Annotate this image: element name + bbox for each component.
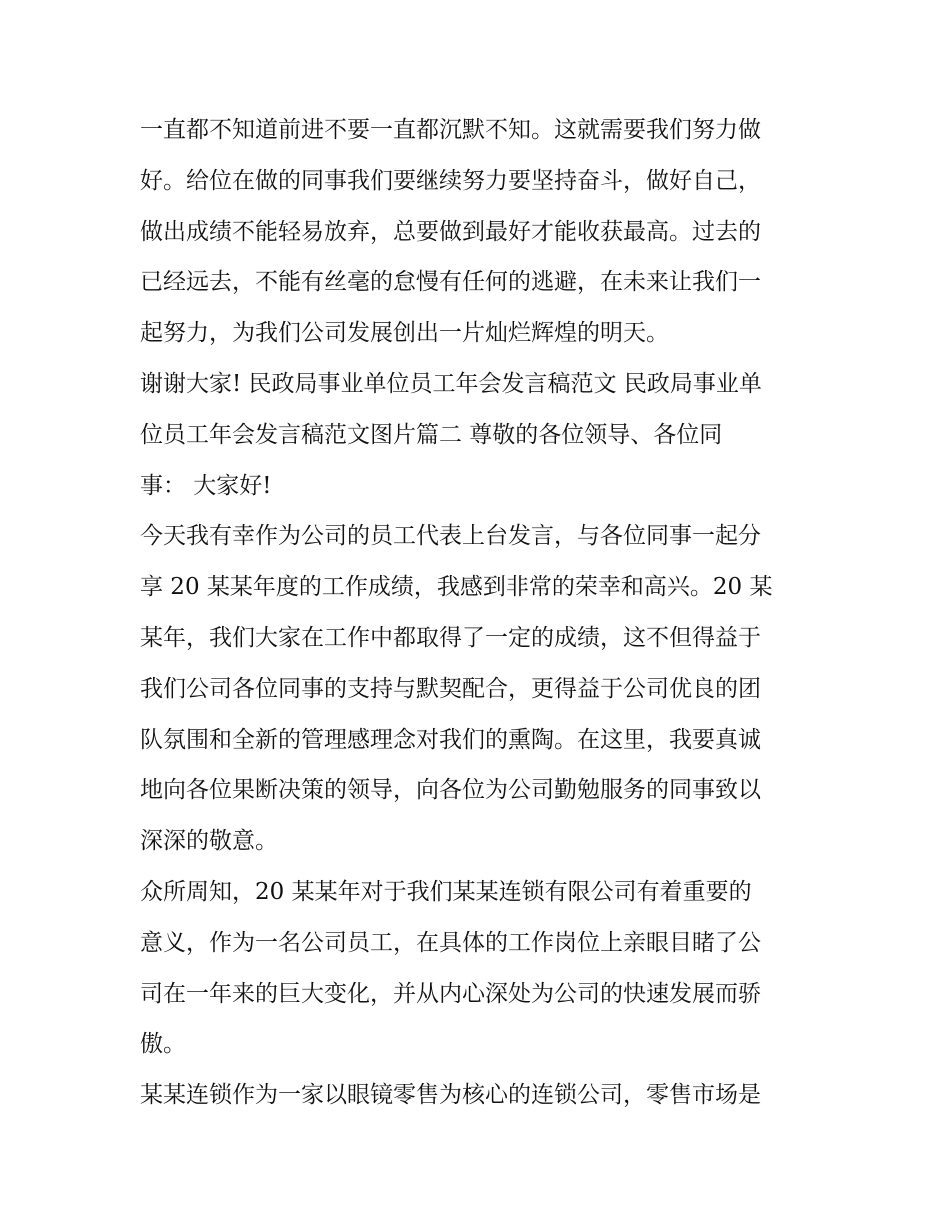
- text-line: 位员工年会发言稿范文图片篇二 尊敬的各位领导、各位同: [140, 421, 723, 448]
- text-line: 好。给位在做的同事我们要继续努力要坚持奋斗，做好自己，: [140, 167, 761, 194]
- text-line: 我们公司各位同事的支持与默契配合，更得益于公司优良的团: [140, 675, 761, 702]
- text-line: 众所周知，20 某某年对于我们某某连锁有限公司有着重要的: [140, 878, 752, 905]
- text-line: 深深的敬意。: [140, 828, 278, 855]
- text-line: 某某连锁作为一家以眼镜零售为核心的连锁公司，零售市场是: [140, 1082, 761, 1109]
- text-line: 傲。: [140, 1031, 186, 1058]
- text-line: 意义，作为一名公司员工，在具体的工作岗位上亲眼目睹了公: [140, 929, 761, 956]
- text-line: 今天我有幸作为公司的员工代表上台发言，与各位同事一起分: [140, 523, 761, 550]
- text-line: 做出成绩不能轻易放弃，总要做到最好才能收获最高。过去的: [140, 218, 761, 245]
- text-line: 某年，我们大家在工作中都取得了一定的成绩，这不但得益于: [140, 624, 761, 651]
- text-line: 起努力，为我们公司发展创出一片灿烂辉煌的明天。: [140, 320, 669, 347]
- text-line: 一直都不知道前进不要一直都沉默不知。这就需要我们努力做: [140, 117, 761, 143]
- text-line: 谢谢大家! 民政局事业单位员工年会发言稿范文 民政局事业单: [140, 370, 762, 397]
- text-line: 享 20 某某年度的工作成绩，我感到非常的荣幸和高兴。20 某: [140, 574, 773, 601]
- text-line: 队氛围和全新的管理感理念对我们的熏陶。在这里，我要真诚: [140, 726, 761, 753]
- text-line: 已经远去，不能有丝毫的怠慢有任何的逃避，在未来让我们一: [140, 269, 761, 296]
- text-line: 司在一年来的巨大变化，并从内心深处为公司的快速发展而骄: [140, 980, 761, 1007]
- text-line: 地向各位果断决策的领导，向各位为公司勤勉服务的同事致以: [140, 777, 761, 804]
- document-body: [140, 105, 820, 1121]
- text-line: 事： 大家好!: [140, 472, 272, 499]
